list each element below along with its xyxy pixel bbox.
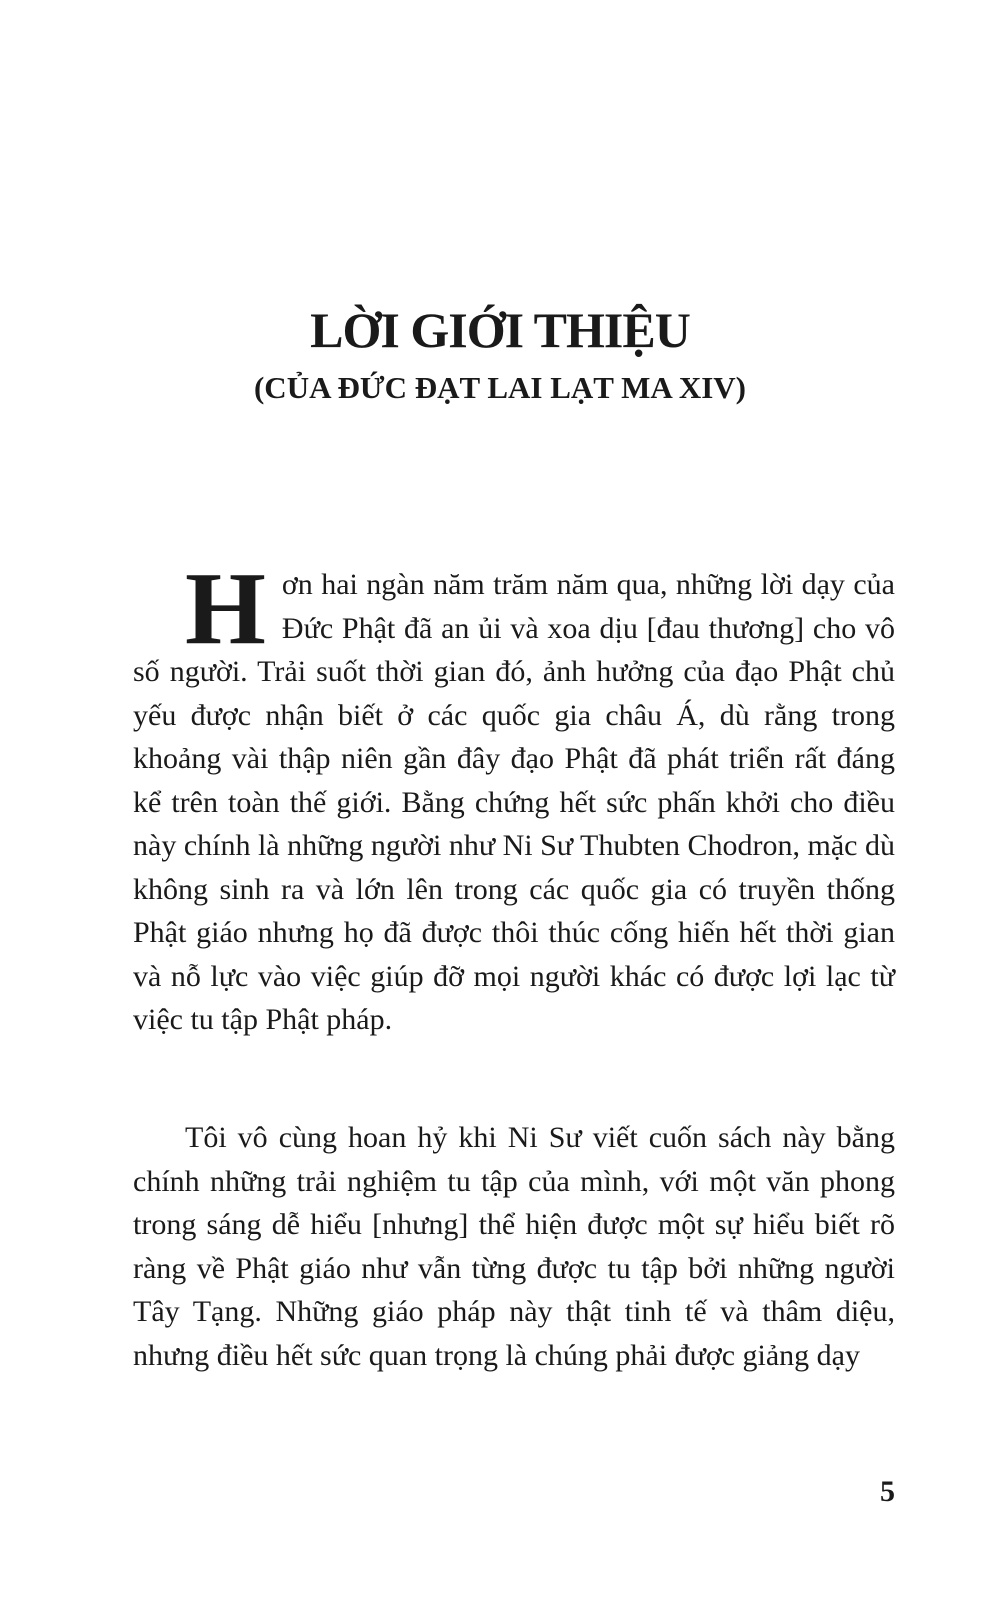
page-subtitle: (CỦA ĐỨC ĐẠT LAI LẠT MA XIV) [253, 370, 747, 405]
drop-cap-letter: H [185, 551, 266, 666]
paragraph-first [133, 551, 895, 1042]
page-number: 5 [880, 1475, 895, 1508]
paragraph-first-text: ơn hai ngàn năm trăm năm qua, những lời dạy của Đức Phật đã an ủi và xoa dịu [đau thương] cho vô số người. Trải suốt thời gian đó, ảnh hưởng của đạo Phật chủ yếu được nhận biết ở các quốc gia châu Á, dù rằng trong khoảng vài thập niên gần đây đạo Phật đã phát triển rất đáng kể trên toàn thế giới. Bằng chứng hết sức phấn khởi cho điều này chính là những người như Ni Sư Thubten Chodron, mặc dù không sinh ra và lớn lên trong các quốc gia có truyền thống Phật giáo nhưng họ đã được thôi thúc cống hiến hết thời gian và nỗ lực vào việc giúp đỡ mọi người khác có được lợi lạc từ việc tu tập Phật pháp. [133, 568, 895, 1036]
page-title: LỜI GIỚI THIỆU [310, 302, 690, 358]
paragraph-second [133, 1116, 895, 1377]
paragraph-second-text: Tôi vô cùng hoan hỷ khi Ni Sư viết cuốn sách này bằng chính những trải nghiệm tu tập của mình, với một văn phong trong sáng dễ hiểu [nhưng] thể hiện được một sự hiểu biết rõ ràng về Phật giáo như vẫn từng được tu tập bởi những người Tây Tạng. Những giáo pháp này thật tinh tế và thâm diệu, nhưng điều hết sức quan trọng là chúng phải được giảng dạy [133, 1121, 895, 1372]
